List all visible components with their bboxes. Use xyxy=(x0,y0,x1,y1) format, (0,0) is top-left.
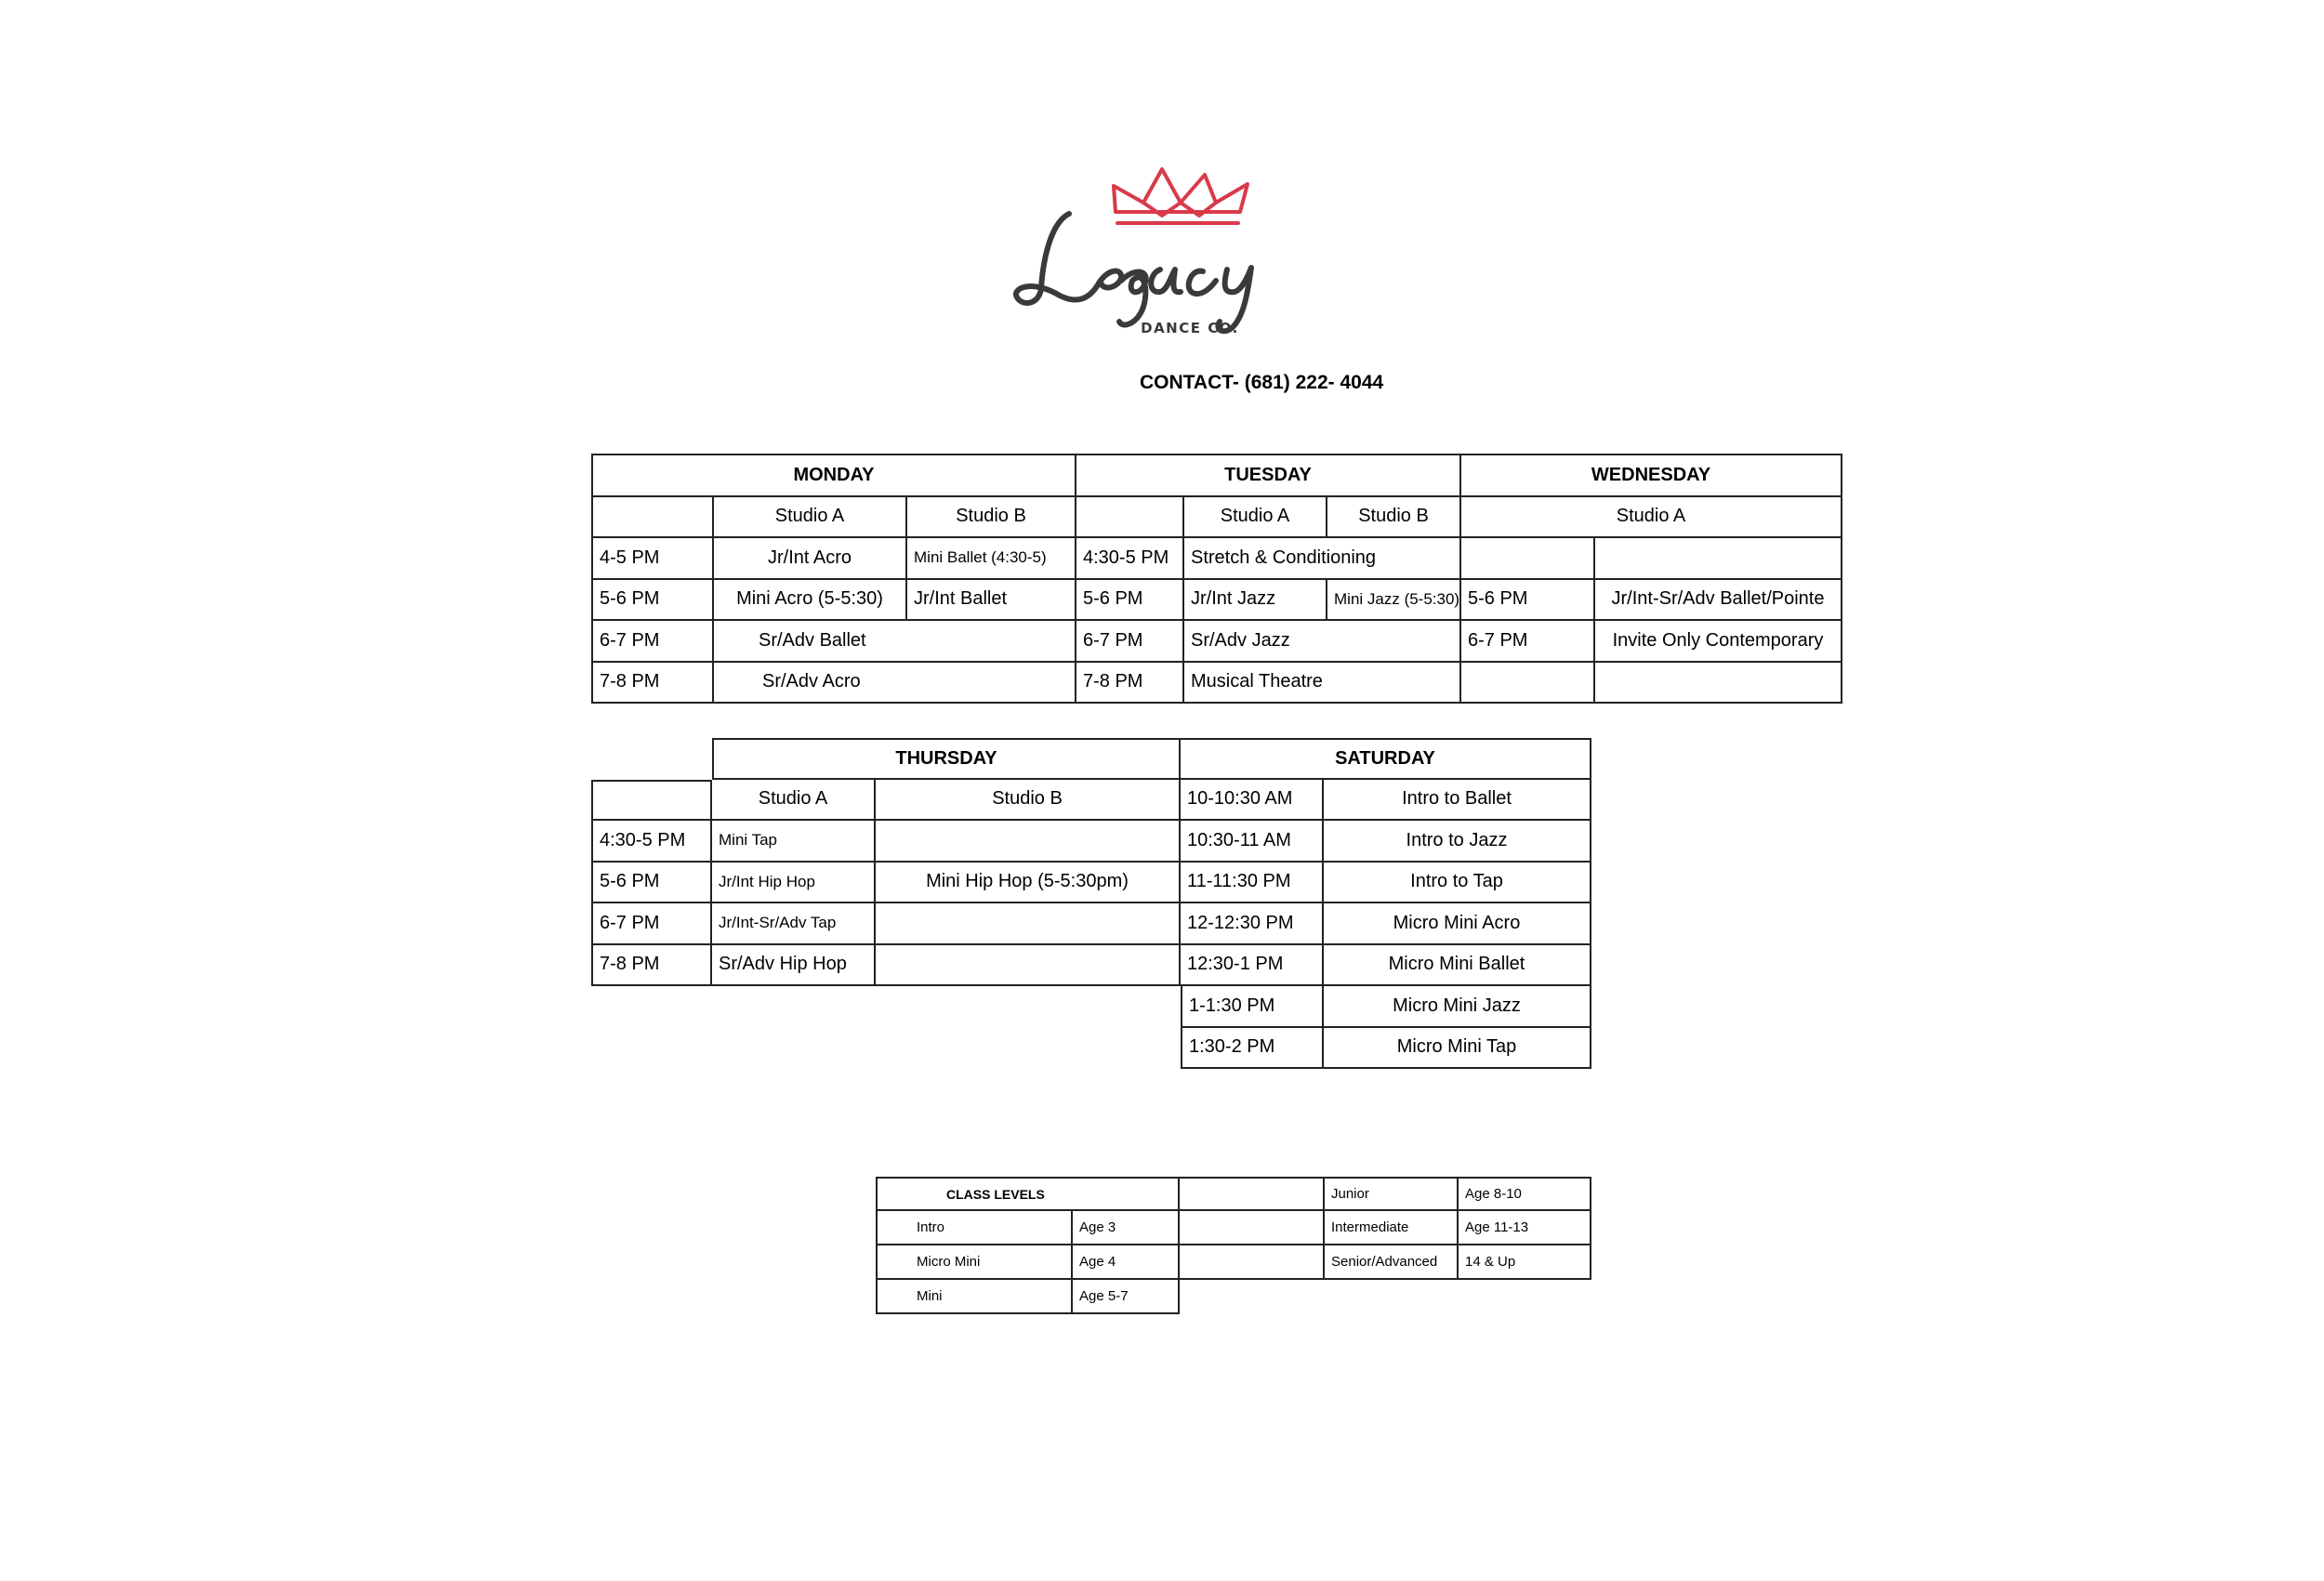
table-cell: Micro Mini Tap xyxy=(1324,1028,1591,1070)
table-cell: Micro Mini Jazz xyxy=(1324,986,1591,1028)
table-cell: Sr/Adv Acro xyxy=(714,663,1076,705)
table-cell: Micro Mini Ballet xyxy=(1324,945,1591,987)
table-cell: 6-7 PM xyxy=(593,621,714,663)
tuesday-studio-b-header: Studio B xyxy=(1327,497,1461,539)
table-cell: Mini Tap xyxy=(712,821,876,863)
thursday-header: THURSDAY xyxy=(712,738,1181,780)
table-cell: 4:30-5 PM xyxy=(591,821,712,863)
table-cell: 5-6 PM xyxy=(593,580,714,622)
table-cell: Senior/Advanced xyxy=(1325,1245,1459,1280)
table-cell: Age 5-7 xyxy=(1073,1280,1180,1314)
wednesday-header: WEDNESDAY xyxy=(1461,455,1842,497)
monday-studio-b-header: Studio B xyxy=(907,497,1076,539)
table-cell: Jr/Int Hip Hop xyxy=(712,863,876,904)
contact-phone: CONTACT- (681) 222- 4044 xyxy=(1140,372,1384,393)
tuesday-studio-a-header: Studio A xyxy=(1184,497,1327,539)
table-cell: 10-10:30 AM xyxy=(1181,780,1324,822)
blank-corner xyxy=(591,738,712,780)
blank-space xyxy=(591,986,1181,1028)
table-cell: Invite Only Contemporary xyxy=(1595,621,1842,663)
blank-cell xyxy=(1180,1245,1325,1280)
table-cell: 4-5 PM xyxy=(593,538,714,580)
table-cell: 4:30-5 PM xyxy=(1076,538,1184,580)
saturday-header: SATURDAY xyxy=(1181,738,1591,780)
table-cell: Mini Jazz (5-5:30) xyxy=(1327,580,1461,622)
table-cell: Intro to Tap xyxy=(1324,863,1591,904)
table-cell: Intro to Ballet xyxy=(1324,780,1591,822)
class-levels-title: CLASS LEVELS xyxy=(876,1177,1180,1211)
legacy-logo-art xyxy=(1004,158,1339,344)
thursday-studio-b-header: Studio B xyxy=(876,780,1181,822)
table-cell: Mini Hip Hop (5-5:30pm) xyxy=(876,863,1181,904)
table-cell: Age 4 xyxy=(1073,1245,1180,1280)
table-cell: 5-6 PM xyxy=(1076,580,1184,622)
crown-icon xyxy=(1114,169,1248,223)
table-cell: Jr/Int Jazz xyxy=(1184,580,1327,622)
table-cell: Junior xyxy=(1325,1177,1459,1211)
table-cell: 1:30-2 PM xyxy=(1181,1028,1324,1070)
blank-cell xyxy=(1180,1211,1325,1245)
table-cell xyxy=(1461,663,1595,705)
table-cell: 6-7 PM xyxy=(591,903,712,945)
table-cell: Sr/Adv Jazz xyxy=(1184,621,1461,663)
mon-tue-wed-schedule-table xyxy=(591,454,1842,704)
table-cell xyxy=(876,821,1181,863)
table-cell: Micro Mini Acro xyxy=(1324,903,1591,945)
table-cell xyxy=(1595,538,1842,580)
table-cell: 7-8 PM xyxy=(593,663,714,705)
table-cell: 1-1:30 PM xyxy=(1181,986,1324,1028)
table-cell: Intermediate xyxy=(1325,1211,1459,1245)
thursday-time-header xyxy=(591,780,712,822)
monday-studio-a-header: Studio A xyxy=(714,497,907,539)
table-cell: 12:30-1 PM xyxy=(1181,945,1324,987)
table-cell: Age 3 xyxy=(1073,1211,1180,1245)
table-cell: 7-8 PM xyxy=(1076,663,1184,705)
table-cell: Jr/Int-Sr/Adv Ballet/Pointe xyxy=(1595,580,1842,622)
table-cell: 5-6 PM xyxy=(1461,580,1595,622)
tuesday-header: TUESDAY xyxy=(1076,455,1461,497)
legacy-wordmark xyxy=(1016,214,1251,331)
table-cell: Intro xyxy=(876,1211,1073,1245)
table-cell: 14 & Up xyxy=(1459,1245,1591,1280)
class-levels-table xyxy=(876,1177,1591,1314)
table-cell xyxy=(876,903,1181,945)
logo-tagline: DANCE CO. xyxy=(1141,320,1239,336)
thursday-studio-a-header: Studio A xyxy=(712,780,876,822)
table-cell: Mini xyxy=(876,1280,1073,1314)
table-cell: Micro Mini xyxy=(876,1245,1073,1280)
thu-sat-schedule-table xyxy=(591,738,1591,1069)
table-cell: 6-7 PM xyxy=(1076,621,1184,663)
legacy-logo xyxy=(1004,158,1339,344)
table-cell: Jr/Int Ballet xyxy=(907,580,1076,622)
tuesday-time-header xyxy=(1076,497,1184,539)
table-cell: Musical Theatre xyxy=(1184,663,1461,705)
table-cell: Age 11-13 xyxy=(1459,1211,1591,1245)
wednesday-studio-a-header: Studio A xyxy=(1461,497,1842,539)
table-cell: Jr/Int Acro xyxy=(714,538,907,580)
table-cell xyxy=(876,945,1181,987)
table-cell: 7-8 PM xyxy=(591,945,712,987)
table-cell: 10:30-11 AM xyxy=(1181,821,1324,863)
blank-space xyxy=(591,1028,1181,1070)
blank-cell xyxy=(1180,1177,1325,1211)
blank-space xyxy=(1180,1280,1591,1314)
table-cell: Sr/Adv Ballet xyxy=(714,621,1076,663)
table-cell: Age 8-10 xyxy=(1459,1177,1591,1211)
monday-time-header xyxy=(593,497,714,539)
monday-header: MONDAY xyxy=(593,455,1076,497)
table-cell: 6-7 PM xyxy=(1461,621,1595,663)
table-cell: Stretch & Conditioning xyxy=(1184,538,1461,580)
table-cell: 5-6 PM xyxy=(591,863,712,904)
table-cell: Intro to Jazz xyxy=(1324,821,1591,863)
table-cell: Jr/Int-Sr/Adv Tap xyxy=(712,903,876,945)
table-cell: Sr/Adv Hip Hop xyxy=(712,945,876,987)
table-cell xyxy=(1595,663,1842,705)
table-cell: 11-11:30 PM xyxy=(1181,863,1324,904)
table-cell xyxy=(1461,538,1595,580)
table-cell: Mini Acro (5-5:30) xyxy=(714,580,907,622)
table-cell: 12-12:30 PM xyxy=(1181,903,1324,945)
table-cell: Mini Ballet (4:30-5) xyxy=(907,538,1076,580)
